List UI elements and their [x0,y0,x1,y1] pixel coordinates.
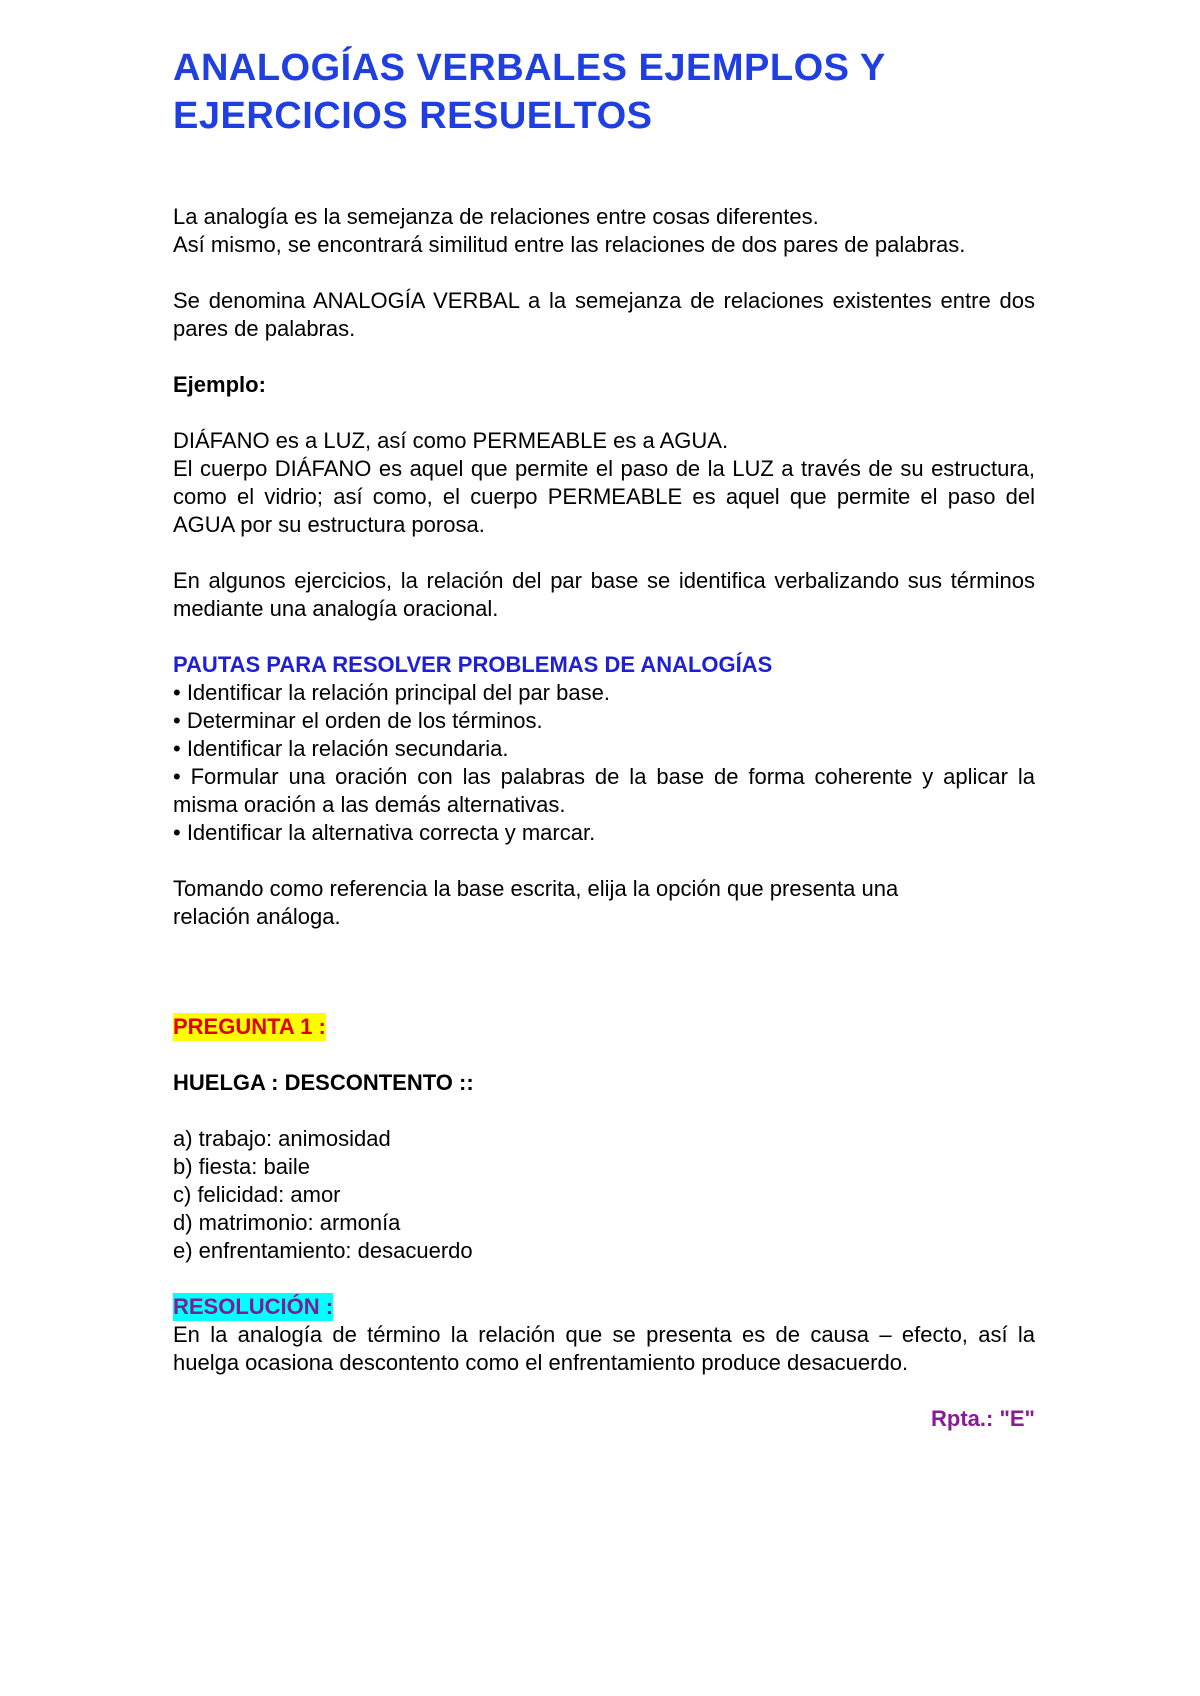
document-title: ANALOGÍAS VERBALES EJEMPLOS Y EJERCICIOS RESUELTOS [173,47,886,137]
resolution-section [173,1293,1035,1377]
document-page [173,44,1035,1433]
resolution-text: En la analogía de término la relación que se presenta es de causa – efecto, así la huelga ocasiona descontento como el enfrentamiento produce desacuerdo. [173,1322,1035,1375]
instruction-paragraph: Tomando como referencia la base escrita, elija la opción que presenta una relación análoga. [173,876,899,929]
question-option: c) felicidad: amor [173,1182,341,1207]
example-section [173,427,1035,539]
question-base: HUELGA : DESCONTENTO :: [173,1070,474,1095]
example-line: El cuerpo DIÁFANO es aquel que permite el paso de la LUZ a través de su estructura, como el vidrio; así como, el cuerpo PERMEABLE es aquel que permite el paso del AGUA por su estructura porosa. [173,456,1035,537]
example-line: DIÁFANO es a LUZ, así como PERMEABLE es a AGUA. [173,428,729,453]
question-options [173,1125,1035,1265]
resolution-label-line [173,1293,1035,1321]
answer-text: Rpta.: "E" [931,1406,1035,1431]
question-option: a) trabajo: animosidad [173,1126,391,1151]
example-label: Ejemplo: [173,372,266,397]
guideline-item: • Formular una oración con las palabras de la base de forma coherente y aplicar la misma oración a las demás alternativas. [173,764,1035,817]
guidelines-section [173,651,1035,847]
intro-section [173,203,1035,259]
guidelines-list [173,679,1035,847]
question-label-line [173,1013,1035,1041]
guidelines-heading: PAUTAS PARA RESOLVER PROBLEMAS DE ANALOGÍAS [173,652,773,677]
guideline-item: • Identificar la alternativa correcta y marcar. [173,820,596,845]
question-option: d) matrimonio: armonía [173,1210,401,1235]
question-label: PREGUNTA 1 : [173,1014,326,1039]
guideline-item: • Identificar la relación secundaria. [173,736,509,761]
question-option: e) enfrentamiento: desacuerdo [173,1238,473,1263]
note-paragraph: En algunos ejercicios, la relación del par base se identifica verbalizando sus términos mediante una analogía oracional. [173,568,1035,621]
intro-line: La analogía es la semejanza de relaciones entre cosas diferentes. [173,204,819,229]
intro-line: Así mismo, se encontrará similitud entre las relaciones de dos pares de palabras. [173,232,966,257]
guideline-item: • Determinar el orden de los términos. [173,708,543,733]
definition-paragraph: Se denomina ANALOGÍA VERBAL a la semejanza de relaciones existentes entre dos pares de palabras. [173,288,1035,341]
guideline-item: • Identificar la relación principal del par base. [173,680,610,705]
resolution-label: RESOLUCIÓN : [173,1294,334,1319]
question-option: b) fiesta: baile [173,1154,310,1179]
